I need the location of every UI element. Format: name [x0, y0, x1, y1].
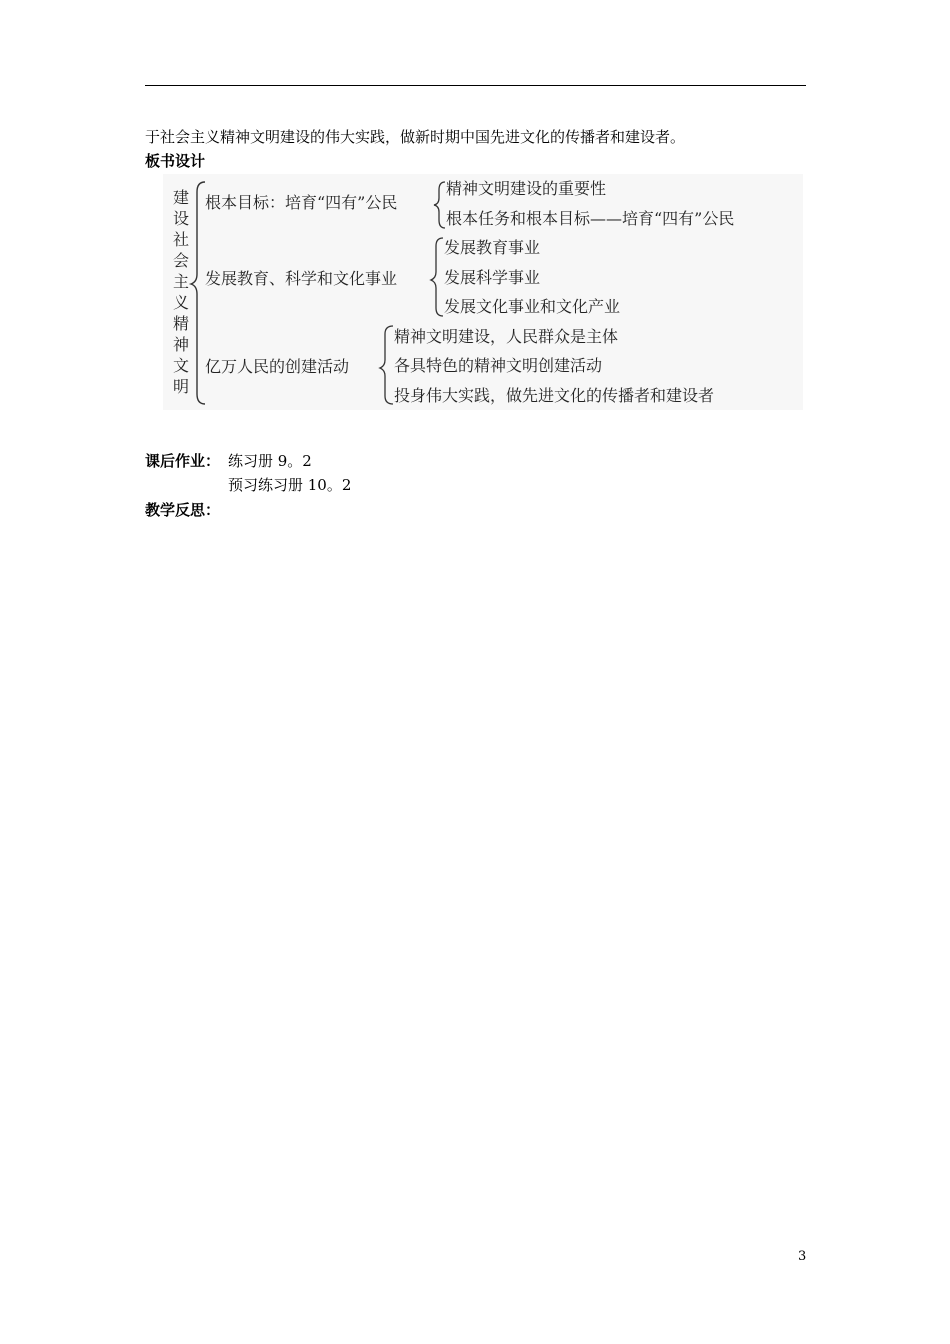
page-number: 3 — [798, 1249, 807, 1264]
branch-1-item: 根本任务和根本目标——培育“四有”公民 — [446, 209, 735, 228]
branch-3-label: 亿万人民的创建活动 — [205, 357, 350, 376]
board-design-heading: 板书设计 — [145, 152, 206, 170]
root-char: 精 — [173, 314, 190, 333]
branch-1-label: 根本目标：培育“四有”公民 — [205, 193, 398, 212]
branch-3-item: 各具特色的精神文明创建活动 — [394, 356, 603, 375]
branch-3-item: 精神文明建设，人民群众是主体 — [394, 327, 619, 346]
branch-2-item: 发展文化事业和文化产业 — [444, 297, 621, 316]
branch-3-item: 投身伟大实践，做先进文化的传播者和建设者 — [394, 386, 715, 405]
board-diagram — [163, 174, 803, 410]
root-char: 义 — [173, 293, 190, 312]
board-diagram-svg — [163, 174, 803, 410]
header-rule — [145, 85, 806, 86]
root-char: 神 — [173, 335, 190, 354]
root-char: 建 — [173, 188, 190, 207]
branch-2-item: 发展教育事业 — [444, 238, 541, 257]
teaching-reflection-label: 教学反思： — [145, 501, 221, 519]
root-char: 会 — [173, 251, 190, 270]
root-char: 明 — [173, 377, 190, 396]
branch-2-brace — [431, 238, 443, 316]
root-char: 社 — [173, 230, 190, 249]
paragraph-tail: 于社会主义精神文明建设的伟大实践，做新时期中国先进文化的传播者和建设者。 — [145, 128, 686, 146]
homework-line-2: 预习练习册 10。2 — [228, 476, 352, 494]
branch-1-brace — [434, 182, 445, 228]
branch-1-item: 精神文明建设的重要性 — [446, 179, 607, 198]
branch-2-item: 发展科学事业 — [444, 268, 541, 287]
main-brace — [191, 182, 205, 404]
branch-2-label: 发展教育、科学和文化事业 — [205, 269, 398, 288]
homework-label: 课后作业： — [145, 452, 221, 470]
root-char: 设 — [173, 209, 190, 228]
root-char: 主 — [173, 272, 190, 291]
branch-3-brace — [380, 326, 393, 404]
board-root-title — [173, 188, 189, 396]
root-char: 文 — [173, 356, 190, 375]
homework-line-1: 练习册 9。2 — [228, 452, 312, 470]
